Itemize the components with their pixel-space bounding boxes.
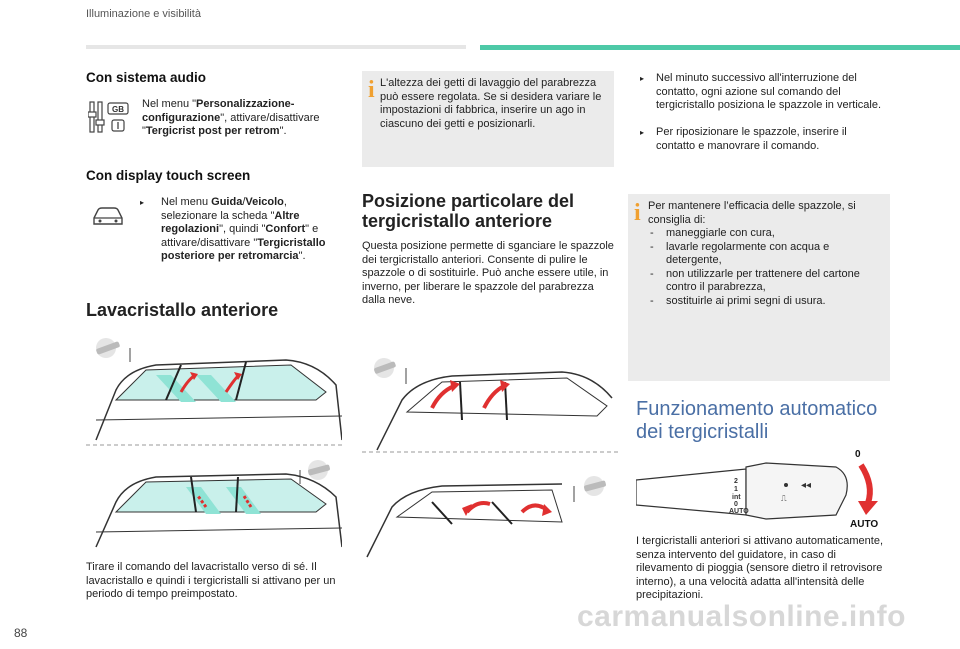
washer-section-title: Lavacristallo anteriore [86,300,279,320]
bullet-marker: ▸ [640,128,645,137]
info-icon: i [368,77,375,103]
info-blades-intro: Per mantenere l’efficacia delle spazzole, si consiglia di: [648,200,856,226]
header-divider [86,45,466,49]
watermark: carmanualsonline.info [577,600,906,633]
steering-controls-icon [88,100,132,141]
auto-section-title: Funzionamento automatico dei tergicristalli [636,398,878,443]
stalk-label-int: int [732,494,741,501]
info-jets-text: L'altezza dei getti di lavaggio del parabrezza può essere regolata. Se si desidera variare le impostazioni di fabbrica, inserire un ago in ciascuno dei getti e posizionarli. [380,77,602,130]
auto-text: I tergicristalli anteriori si attivano automaticamente, senza intervento del guidatore, in caso di rilevamento di pioggia (sensore dietro il retrovisore interno), a una velocità adatta all'intensità delle precipitazioni. [636,535,883,601]
stalk-label-0: 0 [734,501,738,508]
stalk-label-1: 1 [734,486,738,493]
svg-text:⎍: ⎍ [781,494,787,503]
bullet-text-2: Per riposizionare le spazzole, inserire il contatto e manovrare il comando. [656,126,847,152]
washer-illustration-rear [86,452,342,557]
washer-text: Tirare il comando del lavacristallo verso di sé. Il lavacristallo e quindi i tergicristalli si attivano per un periodo di tempo preimpostato. [86,561,336,600]
info-box-blades [628,194,890,381]
vehicle-icon [90,204,126,233]
info-box-jets [362,71,614,167]
touch-instructions: Nel menu Guida/Veicolo, selezionare la scheda "Altre regolazioni", quindi "Confort" e attivare/disattivare "Tergicristallo posteriore per retromarcia". [161,196,326,262]
header-accent-bar [480,45,960,50]
page-number: 88 [14,626,28,640]
stalk-auto-label: AUTO [850,519,879,530]
chapter-title: Illuminazione e visibilità [86,8,201,20]
wiper-position-illustration-up [362,340,618,460]
wiper-stalk-illustration [636,445,886,535]
list-item: - sostituirle ai primi segni di usura. [648,295,884,309]
wiper-position-illustration-down [362,462,618,567]
bullet-marker: ▸ [140,198,145,207]
list-item: - maneggiarle con cura, [648,227,884,241]
position-text: Questa posizione permette di sganciare le spazzole dei tergicristallo anteriori. Consente di pulire le spazzole o di sostituirle. Può anche essere utile, in inverno, per liberare le spazzole del parabrezza dalla neve. [362,240,614,306]
stalk-pos-0-label: 0 [855,449,861,460]
bullet-text-1: Nel minuto successivo all'interruzione del contatto, ogni azione sul comando del tergicristallo posiziona le spazzole in verticale. [656,72,881,111]
list-item: - non utilizzarle per trattenere del cartone contro il parabrezza, [648,268,884,295]
position-section-title: Posizione particolare del tergicristallo anteriore [362,191,575,231]
bullet-marker: ▸ [640,74,645,83]
info-blades-content [648,200,884,308]
info-icon: i [634,200,641,226]
list-item: - lavarle regolarmente con acqua e detergente, [648,241,884,268]
touch-section-title: Con display touch screen [86,168,251,183]
stalk-label-2: 2 [734,478,738,485]
svg-text:GB: GB [112,105,124,114]
svg-text:◂◂: ◂◂ [801,480,812,491]
washer-illustration-front [86,330,342,455]
info-blades-list [648,227,884,308]
audio-instructions: Nel menu "Personalizzazione-configurazione", attivare/disattivare "Tergicrist post per retrom". [142,98,320,137]
stalk-label-auto: AUTO [729,508,749,515]
audio-section-title: Con sistema audio [86,70,207,85]
